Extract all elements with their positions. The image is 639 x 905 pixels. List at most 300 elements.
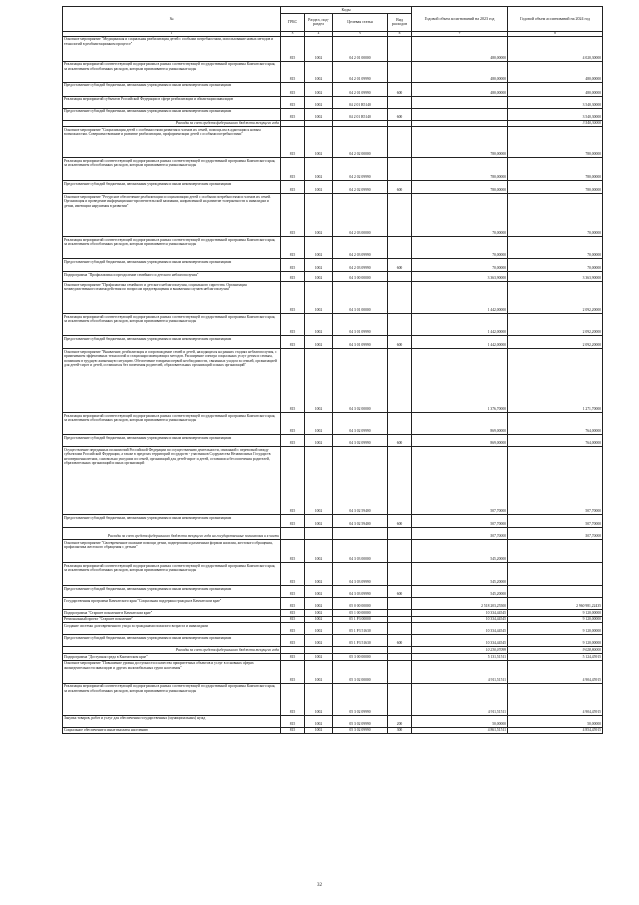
row-expense-type: 600 <box>388 82 412 96</box>
row-name: Подпрограмма "Доступная среда в Камчатском крае" <box>63 653 281 660</box>
table-row <box>63 272 603 282</box>
row-target-article: 04 2 03 09990 <box>333 259 388 272</box>
row-target-article: 05 1 P3 00000 <box>333 616 388 623</box>
row-amount-2023: 480,00000 <box>412 36 508 61</box>
row-amount-2023: 5 131,51511 <box>412 653 508 660</box>
table-row <box>63 237 603 259</box>
row-grbs: 815 <box>281 82 305 96</box>
row-name: Предоставление субсидий бюджетным, автономным учреждениям и иным некоммерческим организациям <box>63 586 281 598</box>
row-section: 1002 <box>305 660 333 683</box>
row-target-article: 05 1 P3 51630 <box>333 623 388 635</box>
table-row <box>63 413 603 435</box>
row-amount-2023: 10 334,44545 <box>412 635 508 647</box>
header-codes: Коды <box>281 7 412 14</box>
row-name: Реализация мероприятий соответствующей подпрограммы в рамках соответствующей государственной программы Камчатского края, за исключением обособленных расходов, которым присваиваются уникальные коды <box>63 413 281 435</box>
row-grbs: 815 <box>281 616 305 623</box>
row-target-article: 05 1 P3 51630 <box>333 635 388 647</box>
header-expense-type: Вид расходов <box>388 13 412 31</box>
row-name: Предоставление субсидий бюджетным, автономным учреждениям и иным некоммерческим организациям <box>63 108 281 120</box>
row-expense-type <box>388 349 412 413</box>
row-target-article <box>333 528 388 540</box>
table-row <box>63 96 603 108</box>
row-amount-2024: 480,00000 <box>508 82 603 96</box>
row-amount-2023: 1 376,70000 <box>412 349 508 413</box>
header-number: № <box>63 7 281 32</box>
row-name: Расходы за счет средств федерального бюджета текущего года <box>63 120 281 127</box>
row-name: Реализация мероприятий соответствующей подпрограммы в рамках соответствующей государственной программы Камчатского края, за исключением обособленных расходов, которым присваиваются уникальные коды <box>63 158 281 181</box>
row-target-article: 05 3 02 09990 <box>333 683 388 715</box>
row-name: Создание системы долговременного ухода за гражданами пожилого возраста и инвалидами <box>63 623 281 635</box>
row-expense-type <box>388 282 412 314</box>
row-name: Подпрограмма "Профилактика и преодоление семейного и детского неблагополучия" <box>63 272 281 282</box>
header-year-2024: Годовой объем ассигнований на 2024 год <box>508 7 603 32</box>
row-target-article: 05 3 02 09990 <box>333 727 388 734</box>
row-expense-type: 600 <box>388 259 412 272</box>
row-target-article: 05 1 00 00000 <box>333 610 388 617</box>
row-section: 1002 <box>305 540 333 563</box>
row-amount-2024 <box>508 586 603 598</box>
table-row <box>63 540 603 563</box>
table-row <box>63 435 603 447</box>
row-grbs: 815 <box>281 540 305 563</box>
column-number: 5 <box>333 31 388 36</box>
header-target: Целевая статья <box>333 13 388 31</box>
row-section: 1002 <box>305 158 333 181</box>
row-grbs: 815 <box>281 237 305 259</box>
row-target-article: 05 0 00 00000 <box>333 598 388 610</box>
row-target-article: 04 3 03 09990 <box>333 586 388 598</box>
row-amount-2023: 869,00000 <box>412 413 508 435</box>
row-grbs: 815 <box>281 715 305 727</box>
row-section <box>305 647 333 654</box>
row-name: Основное мероприятие "Повышение уровня доступности и качества приоритетных объектов и услуг в основных сферах жизнедеятельности инвалидов и других маломобильных групп населения" <box>63 660 281 683</box>
table-row <box>63 108 603 120</box>
row-amount-2024: 2 092,20000 <box>508 282 603 314</box>
row-section: 1002 <box>305 586 333 598</box>
row-expense-type <box>388 194 412 237</box>
row-name: Закупка товаров, работ и услуг для обеспечения государственных (муниципальных) нужд <box>63 715 281 727</box>
row-amount-2023: 10 334,44545 <box>412 616 508 623</box>
row-expense-type <box>388 528 412 540</box>
table-row <box>63 120 603 127</box>
row-amount-2024: 70,00000 <box>508 194 603 237</box>
row-amount-2024: 507,70000 <box>508 447 603 515</box>
row-section: 1002 <box>305 610 333 617</box>
row-grbs: 815 <box>281 413 305 435</box>
row-grbs: 815 <box>281 515 305 528</box>
row-expense-type <box>388 623 412 635</box>
row-section: 1002 <box>305 82 333 96</box>
row-amount-2023: 780,00000 <box>412 158 508 181</box>
row-amount-2023: 507,70000 <box>412 515 508 528</box>
table-row <box>63 610 603 617</box>
row-expense-type <box>388 272 412 282</box>
row-section: 1002 <box>305 127 333 158</box>
row-amount-2023: 70,00000 <box>412 194 508 237</box>
row-target-article: 04 2 02 09990 <box>333 181 388 194</box>
row-amount-2024: 507,70000 <box>508 515 603 528</box>
row-amount-2023: 545,20000 <box>412 586 508 598</box>
row-grbs: 815 <box>281 272 305 282</box>
row-section: 1002 <box>305 616 333 623</box>
table-row <box>63 653 603 660</box>
row-amount-2024: 4 854,45915 <box>508 727 603 734</box>
row-target-article: 04 2 03 00000 <box>333 194 388 237</box>
table-row <box>63 36 603 61</box>
column-number: 4 <box>305 31 333 36</box>
row-expense-type <box>388 540 412 563</box>
row-section: 1002 <box>305 683 333 715</box>
row-grbs: 815 <box>281 314 305 336</box>
row-amount-2023: 780,00000 <box>412 181 508 194</box>
row-amount-2024: 9 120,00000 <box>508 616 603 623</box>
row-name: Основное мероприятие "Выявление, реабилитация и сопровождение семей и детей, находящихся на ранних стадиях неблагополучия, с применением эффективных технологий и стационарозамещающих методов. Расширение спектра социальных услуг детям и семьям, попавшим в трудную жизненную ситуацию. Обеспечение товарами первой необходимости, связанных уходом за семьей, организацией для детей-сирот и детей, оставшихся без попечения родителей, образовательных организаций и иных организаций" <box>63 349 281 413</box>
row-amount-2023: 10 334,44545 <box>412 610 508 617</box>
row-amount-2024: 507,70000 <box>508 528 603 540</box>
row-amount-2023: 70,00000 <box>412 259 508 272</box>
row-expense-type <box>388 616 412 623</box>
row-grbs: 815 <box>281 127 305 158</box>
row-amount-2023: 507,70000 <box>412 528 508 540</box>
row-amount-2024: 2 092,20000 <box>508 314 603 336</box>
row-target-article: 04 3 02 59400 <box>333 447 388 515</box>
row-name: Реализация мероприятий соответствующей подпрограммы в рамках соответствующей государственной программы Камчатского края, за исключением обособленных расходов, которым присваиваются уникальные коды <box>63 314 281 336</box>
row-grbs: 815 <box>281 259 305 272</box>
row-target-article: 04 3 03 00000 <box>333 540 388 563</box>
table-row <box>63 715 603 727</box>
header-year-2023: Годовой объем ассигнований на 2023 год <box>412 7 508 32</box>
row-name: Основное мероприятие "Медицинская и социальная реабилитация детей с особыми потребностями, использование новых методов и технологий в реабилитационном процессе" <box>63 36 281 61</box>
row-expense-type <box>388 158 412 181</box>
row-grbs: 815 <box>281 61 305 82</box>
row-amount-2023: 2 518 203,25500 <box>412 598 508 610</box>
row-expense-type <box>388 237 412 259</box>
row-expense-type <box>388 653 412 660</box>
row-target-article: 04 3 02 59400 <box>333 515 388 528</box>
row-name: Предоставление субсидий бюджетным, автономным учреждениям и иным некоммерческим организациям <box>63 336 281 349</box>
table-row <box>63 61 603 82</box>
table-row <box>63 586 603 598</box>
row-section: 1002 <box>305 237 333 259</box>
row-name: Расходы за счет средств федерального бюджета текущего года на государственные полномочия и в части <box>63 528 281 540</box>
table-row <box>63 127 603 158</box>
row-section: 1002 <box>305 108 333 120</box>
row-section: 1002 <box>305 635 333 647</box>
row-grbs: 815 <box>281 610 305 617</box>
row-target-article: 04 2 02 09990 <box>333 158 388 181</box>
column-number: 8 <box>508 31 603 36</box>
row-grbs <box>281 528 305 540</box>
row-amount-2023: 545,20000 <box>412 540 508 563</box>
row-amount-2023: 50,00000 <box>412 715 508 727</box>
table-row <box>63 447 603 515</box>
row-amount-2023: 780,00000 <box>412 127 508 158</box>
row-amount-2023: 10 334,44545 <box>412 623 508 635</box>
table-row <box>63 349 603 413</box>
table-row <box>63 598 603 610</box>
row-target-article <box>333 120 388 127</box>
row-grbs: 815 <box>281 586 305 598</box>
table-row <box>63 314 603 336</box>
row-amount-2023: 545,20000 <box>412 563 508 586</box>
row-section: 1002 <box>305 515 333 528</box>
row-grbs <box>281 120 305 127</box>
row-target-article: 04 3 01 09990 <box>333 336 388 349</box>
row-amount-2024: 764,00000 <box>508 435 603 447</box>
page-number: 32 <box>317 883 322 888</box>
row-expense-type: 600 <box>388 586 412 598</box>
row-target-article: 04 3 02 00000 <box>333 349 388 413</box>
row-target-article: 04 3 02 09990 <box>333 435 388 447</box>
row-expense-type <box>388 413 412 435</box>
column-number: 7 <box>412 31 508 36</box>
row-amount-2024: 1 271,70000 <box>508 349 603 413</box>
row-amount-2024: 4 904,45915 <box>508 660 603 683</box>
row-amount-2024: 3 540,30000 <box>508 96 603 108</box>
row-expense-type <box>388 61 412 82</box>
row-expense-type: 600 <box>388 635 412 647</box>
row-expense-type <box>388 127 412 158</box>
row-grbs: 815 <box>281 635 305 647</box>
row-target-article: 04 2 01 R5140 <box>333 108 388 120</box>
row-section: 1002 <box>305 336 333 349</box>
row-grbs: 815 <box>281 727 305 734</box>
row-target-article: 04 2 01 09990 <box>333 82 388 96</box>
row-grbs: 815 <box>281 36 305 61</box>
column-number: 1 <box>63 31 281 36</box>
row-section: 1002 <box>305 349 333 413</box>
row-amount-2023: 507,70000 <box>412 447 508 515</box>
row-target-article: 04 2 01 R5140 <box>333 96 388 108</box>
table-row <box>63 635 603 647</box>
row-name: Реализация мероприятий соответствующей подпрограммы в рамках соответствующей государственной программы Камчатского края, за исключением обособленных расходов, которым присваиваются уникальные коды <box>63 61 281 82</box>
column-number: 6 <box>388 31 412 36</box>
row-amount-2024 <box>508 540 603 563</box>
row-section <box>305 120 333 127</box>
row-section: 1002 <box>305 623 333 635</box>
row-amount-2024 <box>508 563 603 586</box>
row-grbs: 815 <box>281 282 305 314</box>
row-expense-type: 600 <box>388 336 412 349</box>
row-name: Основное мероприятие "Своевременное оказание помощи детям, подвергшимся различным формам насилия, жестокого обращения, профилактика жестокого обращения с детьми" <box>63 540 281 563</box>
table-row <box>63 259 603 272</box>
row-expense-type <box>388 96 412 108</box>
table-row <box>63 528 603 540</box>
row-name: Предоставление субсидий бюджетным, автономным учреждениям и иным некоммерческим организациям <box>63 259 281 272</box>
row-target-article <box>333 647 388 654</box>
row-amount-2024: 3 363,90000 <box>508 272 603 282</box>
row-amount-2023: 480,00000 <box>412 61 508 82</box>
row-grbs: 815 <box>281 683 305 715</box>
row-amount-2024: 70,00000 <box>508 237 603 259</box>
row-section: 1002 <box>305 435 333 447</box>
table-row <box>63 158 603 181</box>
row-grbs: 815 <box>281 96 305 108</box>
row-section: 1002 <box>305 96 333 108</box>
row-section: 1002 <box>305 181 333 194</box>
row-amount-2023: 1 442,00000 <box>412 282 508 314</box>
row-amount-2024: 70,00000 <box>508 259 603 272</box>
row-amount-2024: 9 120,00000 <box>508 610 603 617</box>
row-amount-2023 <box>412 120 508 127</box>
row-expense-type <box>388 563 412 586</box>
row-name: Осуществление переданных полномочий Российской Федерации по осуществлению деятельности, связанной с перевозкой между субъектами Российской Федерации, а также в пределах территорий государств - участников Содружества Независимых Государств несовершеннолетних, самовольно ушедших из семей, организаций для детей-сирот и детей, оставшихся без попечения родителей, образовательных организаций и иных организаций <box>63 447 281 515</box>
row-amount-2024: 3 540,30000 <box>508 120 603 127</box>
row-grbs: 815 <box>281 598 305 610</box>
row-target-article: 05 3 02 00000 <box>333 660 388 683</box>
row-expense-type <box>388 120 412 127</box>
row-name: Государственная программа Камчатского края "Социальная поддержка граждан в Камчатском крае" <box>63 598 281 610</box>
row-amount-2024: 780,00000 <box>508 181 603 194</box>
row-amount-2023 <box>412 108 508 120</box>
row-section: 1002 <box>305 282 333 314</box>
row-name: Социальное обеспечение и иные выплаты населению <box>63 727 281 734</box>
row-section: 1002 <box>305 61 333 82</box>
row-amount-2023: 480,00000 <box>412 82 508 96</box>
row-amount-2024: 780,00000 <box>508 158 603 181</box>
row-amount-2023: 10 230,07099 <box>412 647 508 654</box>
row-expense-type: 300 <box>388 727 412 734</box>
row-name: Предоставление субсидий бюджетным, автономным учреждениям и иным некоммерческим организациям <box>63 635 281 647</box>
row-amount-2023: 4 861,51511 <box>412 727 508 734</box>
row-name: Предоставление субсидий бюджетным, автономным учреждениям и иным некоммерческим организациям <box>63 515 281 528</box>
row-amount-2024: 4 904,45915 <box>508 683 603 715</box>
row-section <box>305 528 333 540</box>
row-amount-2023: 1 442,00000 <box>412 336 508 349</box>
row-grbs <box>281 647 305 654</box>
row-amount-2024: 480,00000 <box>508 61 603 82</box>
table-body <box>63 36 603 734</box>
table-row <box>63 82 603 96</box>
row-section: 1002 <box>305 272 333 282</box>
budget-table-sheet <box>62 6 602 734</box>
row-amount-2023: 4 911,51511 <box>412 660 508 683</box>
row-amount-2024: 9 028,80000 <box>508 647 603 654</box>
row-grbs: 815 <box>281 349 305 413</box>
row-amount-2024: 2 092,20000 <box>508 336 603 349</box>
row-target-article: 04 2 01 09990 <box>333 61 388 82</box>
row-name: Реализация мероприятий соответствующей подпрограммы в рамках соответствующей государственной программы Камчатского края, за исключением обособленных расходов, которым присваиваются уникальные коды <box>63 563 281 586</box>
row-amount-2024: 50,00000 <box>508 715 603 727</box>
row-expense-type <box>388 447 412 515</box>
row-target-article: 04 2 03 09990 <box>333 237 388 259</box>
row-section: 1002 <box>305 715 333 727</box>
row-target-article: 04 2 02 00000 <box>333 127 388 158</box>
row-expense-type <box>388 598 412 610</box>
table-row <box>63 336 603 349</box>
row-expense-type: 600 <box>388 181 412 194</box>
row-grbs: 815 <box>281 194 305 237</box>
row-name: Предоставление субсидий бюджетным, автономным учреждениям и иным некоммерческим организациям <box>63 82 281 96</box>
table-row <box>63 727 603 734</box>
row-amount-2023: 3 363,90000 <box>412 272 508 282</box>
row-section: 1002 <box>305 598 333 610</box>
row-amount-2024: 4 020,30000 <box>508 36 603 61</box>
row-grbs: 815 <box>281 336 305 349</box>
row-name: Предоставление субсидий бюджетным, автономным учреждениям и иным некоммерческим организациям <box>63 435 281 447</box>
row-section: 1002 <box>305 413 333 435</box>
row-amount-2024: 9 120,00000 <box>508 623 603 635</box>
header-grbs: ГРБС <box>281 13 305 31</box>
row-amount-2023: 869,00000 <box>412 435 508 447</box>
table-row <box>63 683 603 715</box>
header-section: Раздел, под- раздел <box>305 13 333 31</box>
row-name: Основное мероприятие "Ресурсное обеспечение реабилитации и социализации детей с особыми потребностями и членов их семей. Организация и проведение информационно-просветительской кампании, направленной на развитие толерантности к инвалидам и детям, имеющим нарушения в развитии" <box>63 194 281 237</box>
row-target-article: 04 3 02 09990 <box>333 413 388 435</box>
row-grbs: 815 <box>281 653 305 660</box>
row-target-article: 04 3 01 00000 <box>333 282 388 314</box>
row-name: Подпрограмма "Старшее поколение в Камчатском крае" <box>63 610 281 617</box>
row-target-article: 05 3 02 09990 <box>333 715 388 727</box>
row-expense-type: 600 <box>388 108 412 120</box>
row-name: Реализация мероприятий соответствующей подпрограммы в рамках соответствующей государственной программы Камчатского края, за исключением обособленных расходов, которым присваиваются уникальные коды <box>63 237 281 259</box>
row-expense-type: 600 <box>388 435 412 447</box>
table-row <box>63 647 603 654</box>
row-expense-type <box>388 683 412 715</box>
row-grbs: 815 <box>281 108 305 120</box>
row-expense-type: 600 <box>388 515 412 528</box>
row-grbs: 815 <box>281 563 305 586</box>
row-amount-2024: 2 960 981,22435 <box>508 598 603 610</box>
table-row <box>63 181 603 194</box>
row-expense-type <box>388 610 412 617</box>
row-name: Основное мероприятие "Профилактика семейного и детского неблагополучия, социального сиротства. Организация межведомственного взаимодействия по вопросам предотвращения и выявления случаев неблагополучия" <box>63 282 281 314</box>
row-name: Расходы за счет средств федерального бюджета текущего года <box>63 647 281 654</box>
row-expense-type <box>388 314 412 336</box>
row-section: 1002 <box>305 727 333 734</box>
row-amount-2024: 764,00000 <box>508 413 603 435</box>
row-target-article: 05 3 00 00000 <box>333 653 388 660</box>
row-name: Реализация мероприятий соответствующей подпрограммы в рамках соответствующей государственной программы Камчатского края, за исключением обособленных расходов, которым присваиваются уникальные коды <box>63 683 281 715</box>
row-amount-2023 <box>412 96 508 108</box>
row-expense-type <box>388 36 412 61</box>
row-grbs: 815 <box>281 181 305 194</box>
row-amount-2023: 70,00000 <box>412 237 508 259</box>
row-section: 1002 <box>305 563 333 586</box>
row-section: 1002 <box>305 314 333 336</box>
table-row <box>63 623 603 635</box>
row-section: 1002 <box>305 447 333 515</box>
row-name: Предоставление субсидий бюджетным, автономным учреждениям и иным некоммерческим организациям <box>63 181 281 194</box>
row-target-article: 04 2 01 00000 <box>333 36 388 61</box>
row-target-article: 04 3 01 09990 <box>333 314 388 336</box>
row-grbs: 815 <box>281 660 305 683</box>
row-amount-2024: 3 540,30000 <box>508 108 603 120</box>
row-grbs: 815 <box>281 623 305 635</box>
row-expense-type <box>388 647 412 654</box>
row-name: Основное мероприятие "Социализация детей с особенностями развития и членов их семей, помощь им в адаптации к новым возможностям. Совершенствование и развитие реабилитации, профориентации детей с особыми потребностями" <box>63 127 281 158</box>
table-row <box>63 616 603 623</box>
row-name: Реализация мероприятий субъектов Российской Федерации в сфере реабилитации и абилитации инвалидов <box>63 96 281 108</box>
row-target-article: 04 3 00 00000 <box>333 272 388 282</box>
row-section: 1002 <box>305 653 333 660</box>
row-amount-2024: 780,00000 <box>508 127 603 158</box>
budget-table <box>62 6 603 734</box>
row-amount-2023: 1 442,00000 <box>412 314 508 336</box>
row-amount-2023: 4 911,51511 <box>412 683 508 715</box>
row-target-article: 04 3 03 09990 <box>333 563 388 586</box>
row-name: Региональный проект "Старшее поколение" <box>63 616 281 623</box>
table-row <box>63 194 603 237</box>
row-amount-2024: 9 120,00000 <box>508 635 603 647</box>
row-expense-type: 200 <box>388 715 412 727</box>
row-grbs: 815 <box>281 158 305 181</box>
column-number: 3 <box>281 31 305 36</box>
row-section: 1002 <box>305 36 333 61</box>
row-expense-type <box>388 660 412 683</box>
row-section: 1002 <box>305 259 333 272</box>
row-grbs: 815 <box>281 447 305 515</box>
